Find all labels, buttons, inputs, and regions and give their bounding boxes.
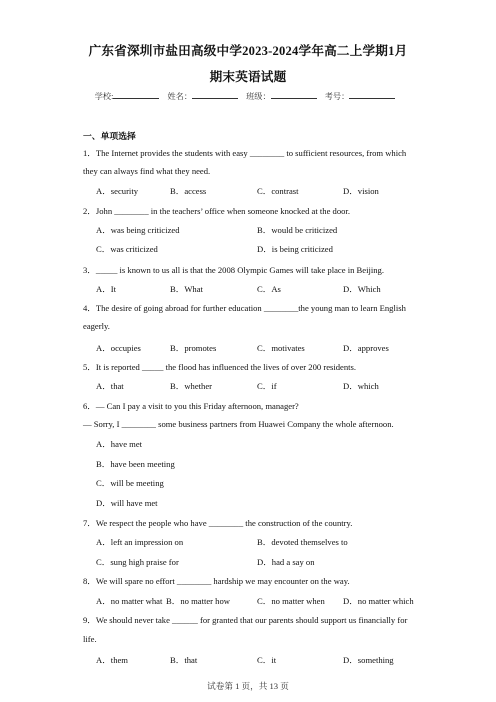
question-7-option-a[interactable]: A．left an impression on bbox=[96, 537, 184, 547]
question-8-text: 8．We will spare no effort ________ hardship we may encounter on the way. bbox=[83, 576, 350, 586]
question-7-option-b[interactable]: B．devoted themselves to bbox=[257, 537, 348, 547]
question-8-option-b[interactable]: B．no matter how bbox=[166, 596, 230, 606]
section-heading: 一、单项选择 bbox=[83, 131, 136, 141]
question-9-text-line-2: life. bbox=[83, 634, 97, 644]
question-4-option-d[interactable]: D．approves bbox=[343, 343, 389, 353]
question-1-option-b[interactable]: B．access bbox=[170, 186, 207, 196]
question-1-option-a[interactable]: A．security bbox=[96, 186, 139, 196]
question-4-option-a[interactable]: A．occupies bbox=[96, 343, 141, 353]
question-3-text: 3．_____ is known to us all is that the 2008 Olympic Games will take place in Beijing. bbox=[83, 265, 384, 275]
question-6-text-line-1: 6．— Can I pay a visit to you this Friday afternoon, manager? bbox=[83, 401, 299, 411]
question-3-option-a[interactable]: A．It bbox=[96, 284, 117, 294]
question-3-option-b[interactable]: B．What bbox=[170, 284, 203, 294]
question-1-option-d[interactable]: D．vision bbox=[343, 186, 379, 196]
question-1-option-c[interactable]: C．contrast bbox=[257, 186, 299, 196]
question-6-option-c[interactable]: C．will be meeting bbox=[96, 478, 164, 488]
question-4-text-line-2: eagerly. bbox=[83, 321, 110, 331]
question-2-option-b[interactable]: B．would be criticized bbox=[257, 225, 338, 235]
question-7-text: 7．We respect the people who have ________ the construction of the country. bbox=[83, 518, 353, 528]
question-7-option-d[interactable]: D．had a say on bbox=[257, 557, 315, 567]
class-blank[interactable] bbox=[271, 90, 317, 99]
question-5-option-b[interactable]: B．whether bbox=[170, 381, 213, 391]
question-5-option-a[interactable]: A．that bbox=[96, 381, 124, 391]
question-1-text-line-1: 1．The Internet provides the students with easy ________ to sufficient resources, from which bbox=[83, 148, 407, 158]
exam-title-line-2: 期末英语试题 bbox=[209, 70, 287, 84]
question-5-option-d[interactable]: D．which bbox=[343, 381, 379, 391]
student-info-row bbox=[0, 90, 496, 102]
exam-title-line-1: 广东省深圳市盐田高级中学2023-2024学年高二上学期1月 bbox=[88, 44, 408, 58]
question-3-option-d[interactable]: D．Which bbox=[343, 284, 381, 294]
question-9-option-a[interactable]: A．them bbox=[96, 655, 128, 665]
question-9-text-line-1: 9．We should never take ______ for granted that our parents should support us financially for bbox=[83, 615, 408, 625]
question-8-option-c[interactable]: C．no matter when bbox=[257, 596, 325, 606]
exam-number-blank[interactable] bbox=[349, 90, 395, 99]
school-label: 学校: bbox=[94, 92, 114, 101]
question-9-option-d[interactable]: D．something bbox=[343, 655, 394, 665]
question-6-option-b[interactable]: B．have been meeting bbox=[96, 459, 175, 469]
question-9-option-c[interactable]: C．it bbox=[257, 655, 277, 665]
question-8-option-d[interactable]: D．no matter which bbox=[343, 596, 414, 606]
question-4-text-line-1: 4．The desire of going abroad for further education ________the young man to learn English bbox=[83, 303, 406, 313]
question-2-option-d[interactable]: D．is being criticized bbox=[257, 244, 333, 254]
question-2-option-a[interactable]: A．was being criticized bbox=[96, 225, 180, 235]
question-5-option-c[interactable]: C．if bbox=[257, 381, 277, 391]
class-label: 班级： bbox=[246, 92, 271, 101]
question-6-option-a[interactable]: A．have met bbox=[96, 439, 143, 449]
name-label: 姓名： bbox=[167, 92, 193, 101]
page-footer: 试卷第 1 页，共 13 页 bbox=[207, 681, 289, 691]
question-8-option-a[interactable]: A．no matter what bbox=[96, 596, 163, 606]
question-9-option-b[interactable]: B．that bbox=[170, 655, 198, 665]
question-4-option-b[interactable]: B．promotes bbox=[170, 343, 217, 353]
question-2-option-c[interactable]: C．was criticized bbox=[96, 244, 158, 254]
question-1-text-line-2: they can always find what they need. bbox=[83, 166, 211, 176]
question-4-option-c[interactable]: C．motivates bbox=[257, 343, 305, 353]
name-blank[interactable] bbox=[192, 90, 238, 99]
question-2-text: 2．John ________ in the teachers’ office when someone knocked at the door. bbox=[83, 206, 350, 216]
question-3-option-c[interactable]: C．As bbox=[257, 284, 281, 294]
question-6-text-line-2: — Sorry, I ________ some business partners from Huawei Company the whole afternoon. bbox=[83, 419, 394, 429]
exam-number-label: 考号： bbox=[324, 92, 350, 101]
question-7-option-c[interactable]: C．sung high praise for bbox=[96, 557, 179, 567]
school-blank[interactable] bbox=[113, 90, 159, 99]
question-6-option-d[interactable]: D．will have met bbox=[96, 498, 158, 508]
question-5-text: 5．It is reported _____ the flood has influenced the lives of over 200 residents. bbox=[83, 362, 357, 372]
